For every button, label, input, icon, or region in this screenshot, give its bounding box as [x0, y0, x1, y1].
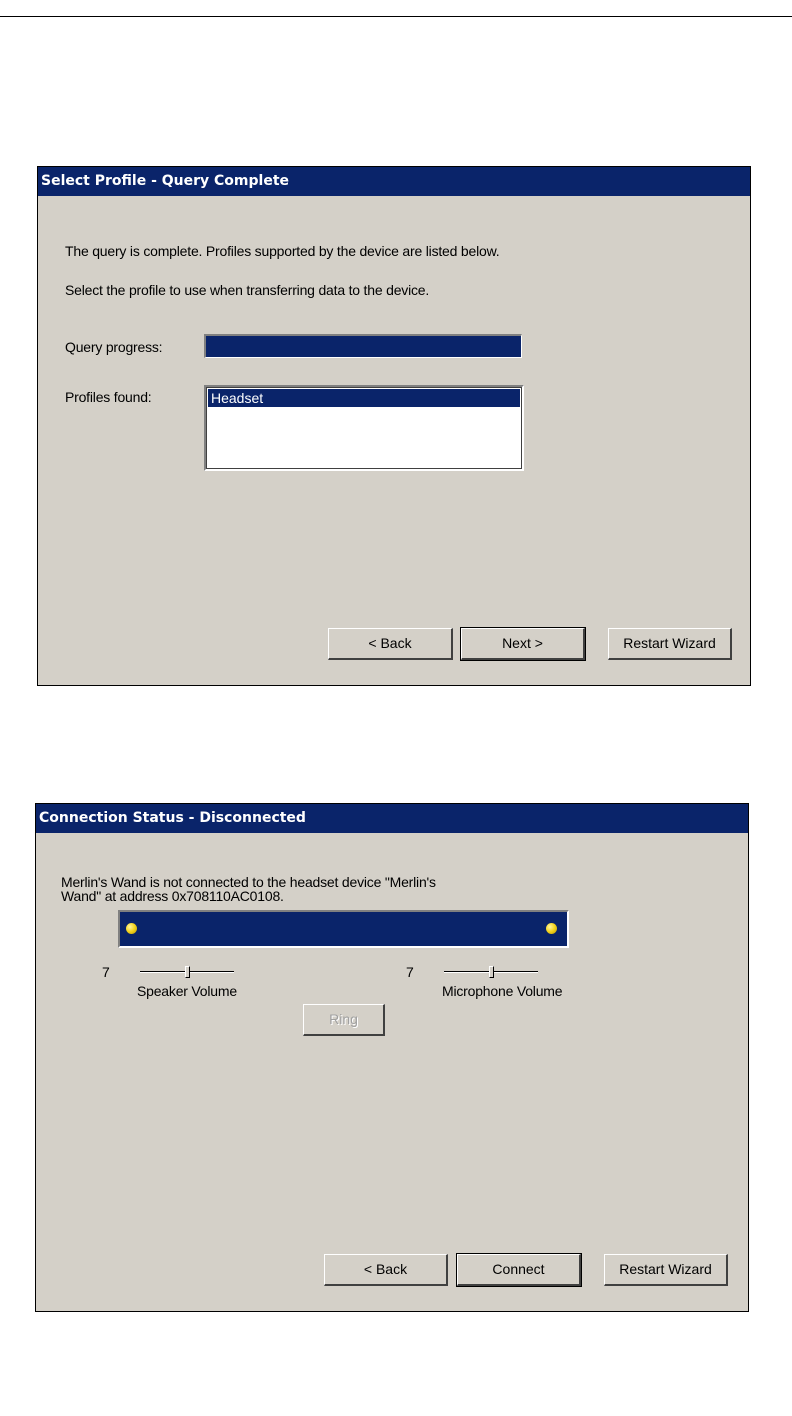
ring-button[interactable]: Ring [303, 1004, 385, 1036]
connection-message-line2: Wand" at address 0x708110AC0108. [61, 888, 284, 904]
mic-volume-thumb[interactable] [489, 966, 494, 978]
connection-status-bar [118, 910, 569, 948]
next-button[interactable]: Next > [461, 628, 585, 660]
profiles-listbox[interactable] [204, 385, 524, 471]
panel-title: Connection Status - Disconnected [36, 804, 748, 833]
mic-volume-slider[interactable] [444, 965, 538, 979]
back-button[interactable]: < Back [324, 1254, 448, 1286]
connection-status-panel [35, 803, 749, 1312]
connect-button[interactable]: Connect [457, 1254, 581, 1286]
select-profile-instruction: Select the profile to use when transferring data to the device. [65, 282, 430, 298]
select-profile-panel [37, 166, 751, 686]
restart-wizard-button[interactable]: Restart Wizard [608, 628, 732, 660]
connection-message-line1: Merlin's Wand is not connected to the headset device "Merlin's [61, 874, 436, 890]
profiles-found-label: Profiles found: [65, 389, 152, 405]
query-progress-bar [204, 334, 522, 358]
query-progress-fill [206, 336, 521, 357]
header-rule [0, 16, 792, 17]
restart-wizard-button[interactable]: Restart Wizard [604, 1254, 728, 1286]
mic-volume-value: 7 [406, 964, 414, 980]
speaker-volume-label: Speaker Volume [137, 983, 237, 999]
right-status-led [546, 923, 557, 934]
speaker-volume-slider[interactable] [140, 965, 234, 979]
query-progress-label: Query progress: [65, 339, 163, 355]
query-complete-message: The query is complete. Profiles supported by the device are listed below. [65, 243, 500, 259]
back-button[interactable]: < Back [328, 628, 453, 660]
left-status-led [126, 923, 137, 934]
mic-volume-label: Microphone Volume [442, 983, 563, 999]
speaker-volume-thumb[interactable] [185, 966, 190, 978]
panel-title: Select Profile - Query Complete [38, 167, 750, 196]
speaker-volume-value: 7 [102, 964, 110, 980]
profile-item-headset[interactable]: Headset [208, 389, 520, 407]
